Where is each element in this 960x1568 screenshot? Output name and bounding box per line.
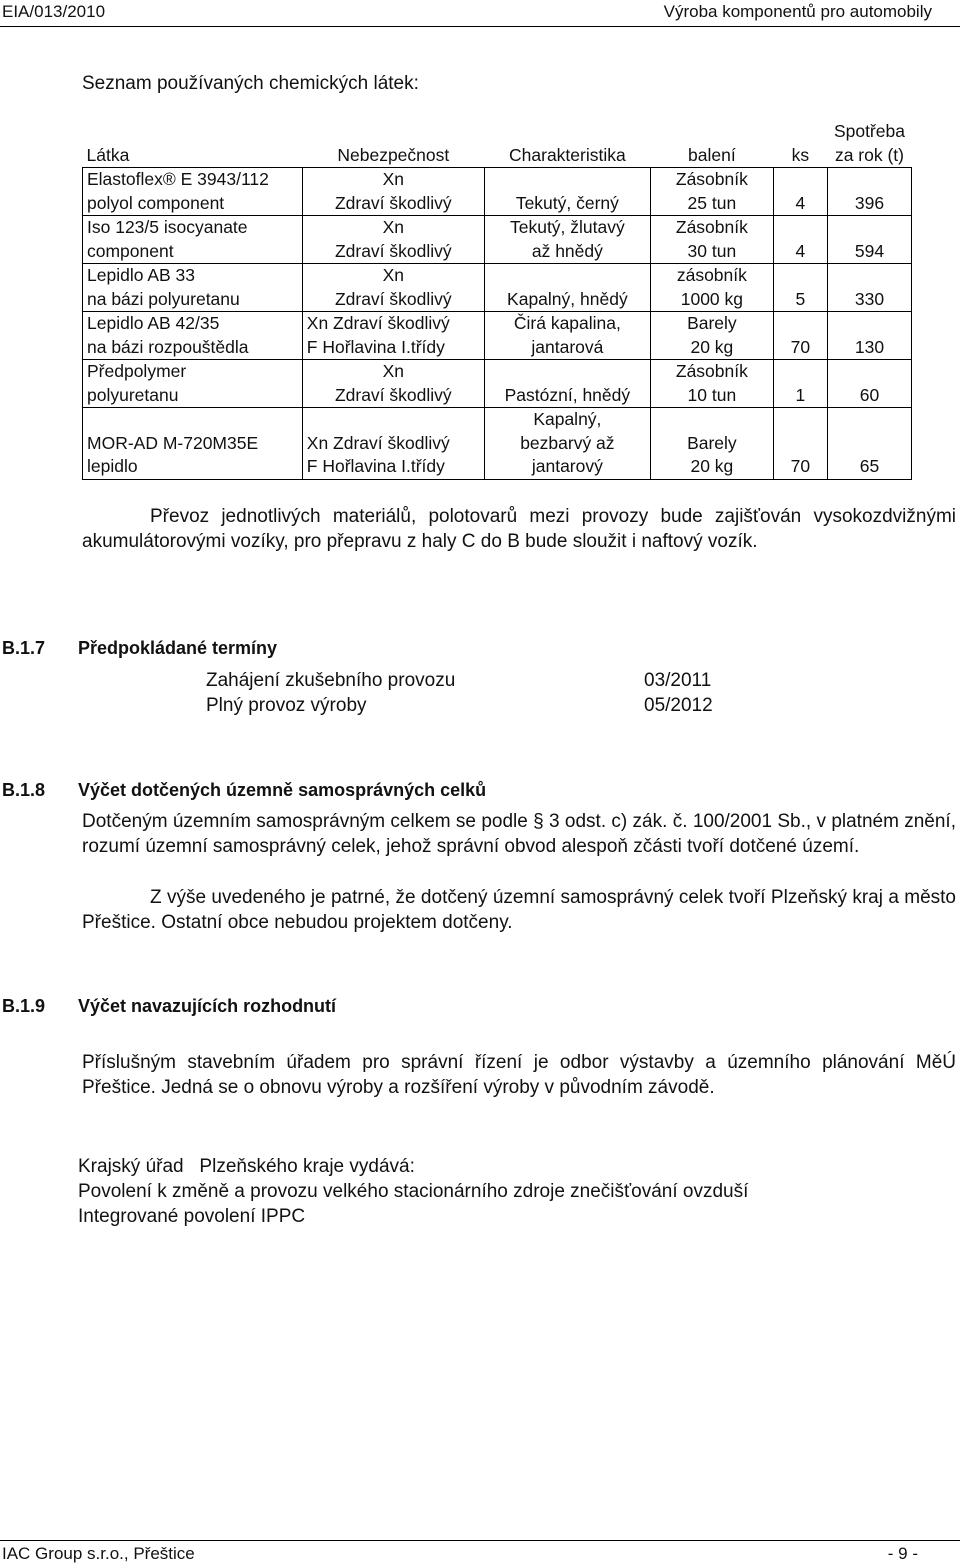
cell-ks: 4 (773, 168, 827, 216)
cell-ks: 1 (773, 360, 827, 408)
term-label: Zahájení zkušebního provozu (206, 670, 456, 691)
cell-spotreba: 65 (827, 408, 911, 480)
cell-nebezpecnost: Xn Zdraví škodlivý (302, 264, 484, 312)
cell-ks: 70 (773, 312, 827, 360)
section-title-b17: Předpokládané termíny (78, 638, 278, 658)
cell-ks: 70 (773, 408, 827, 480)
cell-spotreba: 396 (827, 168, 911, 216)
transport-paragraph: Převoz jednotlivých materiálů, polotovarů mezi provozy bude zajišťován vysokozdvižnými akumulátorovými vozíky, pro přepravu z haly C do B bude sloužit i naftový vozík. (82, 506, 956, 552)
cell-baleni: Zásobník 10 tun (650, 360, 773, 408)
section-title-b19: Výčet navazujících rozhodnutí (78, 996, 337, 1016)
cell-spotreba: 130 (827, 312, 911, 360)
term-label: Plný provoz výroby (206, 695, 367, 716)
chemicals-table (82, 120, 912, 480)
cell-nebezpecnost: Xn Zdraví škodlivý (302, 168, 484, 216)
table-row (83, 408, 912, 480)
cell-latka: Iso 123/5 isocyanate component (83, 216, 303, 264)
col-header-baleni: balení (650, 120, 773, 168)
col-header-charakteristika: Charakteristika (484, 120, 650, 168)
table-header-row (83, 120, 912, 168)
cell-spotreba: 594 (827, 216, 911, 264)
section-number-b18: B.1.8 (2, 780, 46, 800)
section-title-b18: Výčet dotčených územně samosprávných celků (78, 780, 487, 800)
cell-latka: MOR-AD M-720M35E lepidlo (83, 408, 303, 480)
table-row (83, 168, 912, 216)
table-row (83, 360, 912, 408)
cell-spotreba: 60 (827, 360, 911, 408)
cell-baleni: Barely 20 kg (650, 312, 773, 360)
b19-paragraph-1: Příslušným stavebním úřadem pro správní řízení je odbor výstavby a územního plánování MěÚ Přeštice. Jedná se o obnovu výroby a rozšíření výroby v původním závodě. (82, 1052, 956, 1098)
col-header-latka: Látka (83, 120, 303, 168)
section-number-b19: B.1.9 (2, 996, 46, 1016)
cell-charakteristika: Kapalný, bezbarvý až jantarový (484, 408, 650, 480)
header-rule (0, 26, 960, 27)
permit-item: Povolení k změně a provozu velkého stacionárního zdroje znečišťování ovzduší (78, 1181, 749, 1202)
cell-nebezpecnost: Xn Zdraví škodlivý (302, 216, 484, 264)
authority-line: Krajský úřad Plzeňského kraje vydává: (78, 1156, 415, 1177)
term-value: 05/2012 (644, 695, 713, 716)
table-row (83, 216, 912, 264)
cell-charakteristika: Kapalný, hnědý (484, 264, 650, 312)
permit-item: Integrované povolení IPPC (78, 1206, 306, 1227)
footer-rule (0, 1540, 960, 1541)
term-value: 03/2011 (644, 670, 712, 691)
cell-baleni: zásobník 1000 kg (650, 264, 773, 312)
footer-company: IAC Group s.r.o., Přeštice (2, 1544, 195, 1563)
footer-page-number: - 9 - (887, 1544, 918, 1563)
cell-charakteristika: Pastózní, hnědý (484, 360, 650, 408)
col-header-ks: ks (773, 120, 827, 168)
cell-latka: Lepidlo AB 42/35 na bázi rozpouštědla (83, 312, 303, 360)
col-header-nebezpecnost: Nebezpečnost (302, 120, 484, 168)
cell-charakteristika: Tekutý, žlutavý až hnědý (484, 216, 650, 264)
cell-nebezpecnost: Xn Zdraví škodlivý F Hořlavina I.třídy (302, 312, 484, 360)
cell-spotreba: 330 (827, 264, 911, 312)
cell-latka: Elastoflex® E 3943/112 polyol component (83, 168, 303, 216)
cell-latka: Předpolymer polyuretanu (83, 360, 303, 408)
cell-latka: Lepidlo AB 33 na bázi polyuretanu (83, 264, 303, 312)
cell-baleni: Zásobník 25 tun (650, 168, 773, 216)
b18-paragraph-1: Dotčeným územním samosprávným celkem se podle § 3 odst. c) zák. č. 100/2001 Sb., v platném znění, rozumí územní samosprávný celek, jehož správní obvod alespoň zčásti tvoří dotčené území. (82, 811, 956, 857)
header-doc-title: Výroba komponentů pro automobily (663, 2, 932, 21)
cell-ks: 5 (773, 264, 827, 312)
section-number-b17: B.1.7 (2, 638, 46, 658)
cell-baleni: Zásobník 30 tun (650, 216, 773, 264)
cell-nebezpecnost: Xn Zdraví škodlivý F Hořlavina I.třídy (302, 408, 484, 480)
b18-paragraph-2: Z výše uvedeného je patrné, že dotčený územní samosprávný celek tvoří Plzeňský kraj a město Přeštice. Ostatní obce nebudou projektem dotčeny. (82, 887, 956, 933)
cell-charakteristika: Čirá kapalina, jantarová (484, 312, 650, 360)
cell-charakteristika: Tekutý, černý (484, 168, 650, 216)
table-row (83, 312, 912, 360)
col-header-spotreba: Spotřeba za rok (t) (827, 120, 911, 168)
table-row (83, 264, 912, 312)
cell-nebezpecnost: Xn Zdraví škodlivý (302, 360, 484, 408)
section-title: Seznam používaných chemických látek: (82, 73, 419, 94)
header-doc-id: EIA/013/2010 (2, 2, 106, 21)
cell-ks: 4 (773, 216, 827, 264)
cell-baleni: Barely 20 kg (650, 408, 773, 480)
